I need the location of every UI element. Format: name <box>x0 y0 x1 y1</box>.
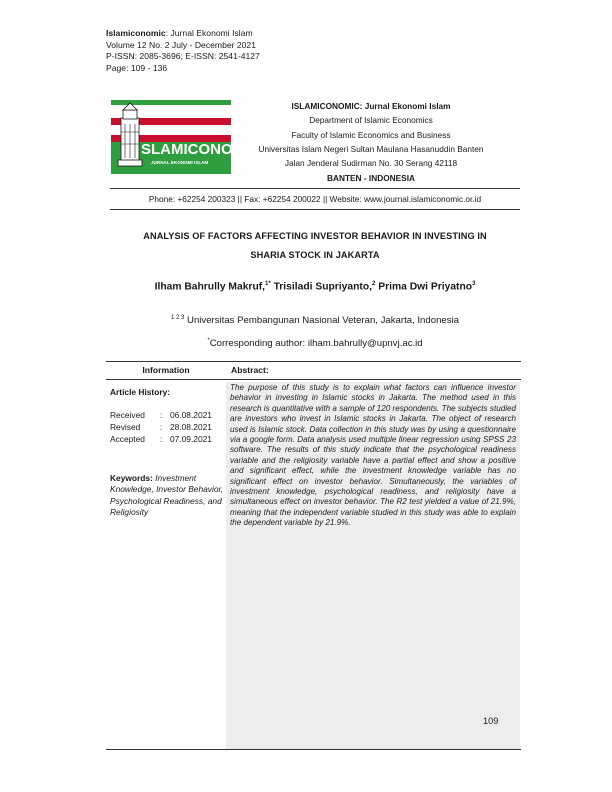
info-header: Information <box>142 365 190 375</box>
author-2: Trisiladi Supriyanto, <box>273 281 372 293</box>
contact-line: Phone: +62254 200323 || Fax: +62254 200022 || Website: www.journal.islamiconomic.or.id <box>110 188 520 210</box>
abstract-header: Abstract: <box>231 365 269 375</box>
date-row-revised <box>110 421 224 433</box>
region-text: BANTEN - INDONESIA <box>326 173 416 184</box>
author-3: Prima Dwi Priyatno <box>378 281 473 293</box>
authors-line <box>110 281 520 292</box>
journal-meta <box>106 28 260 74</box>
university-text: Universitas Islam Negeri Sultan Maulana Hasanuddin Banten <box>258 143 484 154</box>
header-bottom-rule <box>106 379 521 380</box>
date-row-accepted <box>110 433 224 445</box>
abstract-box <box>226 382 520 749</box>
date-label: Received <box>110 410 145 420</box>
table-top-rule <box>106 361 521 362</box>
affiliation-block <box>110 308 520 354</box>
journal-name-rest: : Jurnal Ekonomi Islam <box>165 28 253 38</box>
journal-title: ISLAMICONOMIC: Jurnal Ekonomi Islam <box>291 101 451 111</box>
paper-title <box>110 227 520 265</box>
issn-text: P-ISSN: 2085-3696; E-ISSN: 2541-4127 <box>106 51 260 61</box>
article-history-label: Article History: <box>110 387 171 397</box>
paper-title-line2: SHARIA STOCK IN JAKARTA <box>250 250 380 260</box>
corresponding-sup: * <box>207 338 210 345</box>
abstract-text: The purpose of this study is to explain what factors can influence investor behavior in investing in Islamic stocks in Jakarta. The method used in this research is quantitative with a sample of 120 respondents. The subjects studied are investors who invest in Islamic stocks in Jakarta. The object of research used is Islamic stock. Data collection in this study was by using a questionnaire via a google form. Data analysis used multiple linear regression using SPSS 23 software. The results of this study indicate that the psychological readiness variable and the religiosity variable have a partial effect and show a positive and significant effect, while the investment knowledge variable has no significant effect on investor behavior. Simultaneously, the variables of investment knowledge, psychological readiness, and religiosity have a simultaneous effect on investor behavior. The R2 test yielded a value of 21.9%, meaning that the independent variable studied in this study was able to explain the dependent variable by 21.9%. <box>230 383 516 528</box>
date-colon: : <box>159 434 163 444</box>
date-value: 06.08.2021 <box>170 410 212 420</box>
date-value: 28.08.2021 <box>170 422 212 432</box>
department-text: Department of Islamic Economics <box>309 115 433 126</box>
journal-address-block <box>236 99 506 186</box>
logo-text: SLAMICONOMIC <box>141 141 261 158</box>
pages-text: Page: 109 - 136 <box>106 62 168 73</box>
info-column <box>110 383 224 518</box>
date-list <box>110 409 224 445</box>
date-colon: : <box>159 410 163 420</box>
corresponding-text: Corresponding author: ilham.bahrully@upnvj.ac.id <box>209 338 423 350</box>
keywords-text: Investment Knowledge, Investor Behavior, Psychological Readiness, and Religiosity <box>110 473 224 517</box>
journal-name: Islamiconomic <box>106 28 166 38</box>
date-label: Accepted <box>110 434 145 444</box>
date-value: 07.09.2021 <box>170 434 212 444</box>
info-table <box>106 361 521 768</box>
author-2-sup: 2 <box>372 281 376 287</box>
author-1-sup: 1* <box>265 281 271 287</box>
affiliation-text: Universitas Pembangunan Nasional Veteran, Jakarta, Indonesia <box>187 315 460 327</box>
journal-logo <box>111 100 261 174</box>
keywords-label: Keywords: <box>110 473 153 483</box>
faculty-text: Faculty of Islamic Economics and Business <box>291 129 451 140</box>
date-colon: : <box>159 422 163 432</box>
date-label: Revised <box>110 422 141 432</box>
affiliation-sup: 1 2 3 <box>170 315 185 321</box>
volume-text: Volume 12 No. 2 July - December 2021 <box>106 39 256 50</box>
logo-subtext: JURNAL EKONOMI ISLAM <box>151 160 209 165</box>
author-3-sup: 3 <box>472 281 476 287</box>
keywords-block <box>110 473 224 518</box>
author-1: Ilham Bahrully Makruf, <box>154 281 266 293</box>
table-bottom-rule <box>106 749 521 750</box>
date-row-received <box>110 409 224 421</box>
page-number: 109 <box>483 716 499 726</box>
address-text: Jalan Jenderal Sudirman No. 30 Serang 42118 <box>284 158 458 169</box>
paper-title-line1: ANALYSIS OF FACTORS AFFECTING INVESTOR BEHAVIOR IN INVESTING IN <box>143 231 487 241</box>
